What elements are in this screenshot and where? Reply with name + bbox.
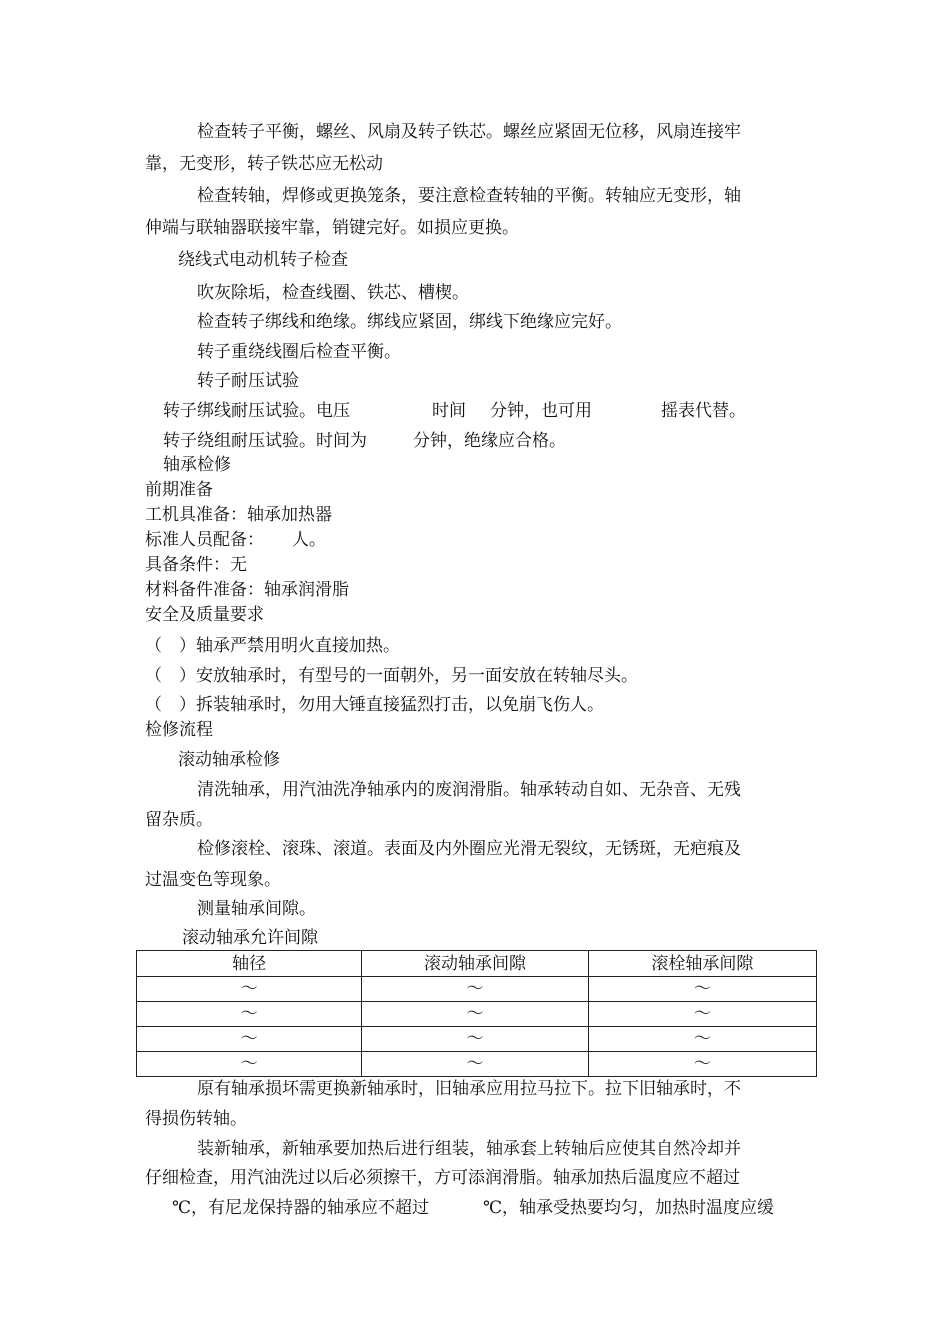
paragraph-line: 靠，无变形，转子铁芯应无松动 — [145, 154, 383, 174]
paragraph-line: 装新轴承，新轴承要加热后进行组装，轴承套上转轴后应使其自然冷却并 — [197, 1139, 741, 1159]
section-heading: 检修流程 — [145, 720, 213, 740]
paragraph-line: 检修滚栓、滚珠、滚道。表面及内外圈应光滑无裂纹，无锈斑，无疤痕及 — [197, 839, 741, 859]
table-header-cell: 滚动轴承间隙 — [362, 951, 588, 977]
paragraph-line: 转子绑线耐压试验。电压 — [163, 401, 350, 421]
paragraph-fragment: 分钟，绝缘应合格。 — [413, 431, 566, 451]
table-header-row — [137, 951, 817, 977]
paragraph-line: 转子绕组耐压试验。时间为 — [163, 431, 367, 451]
paragraph-line: 清洗轴承，用汽油洗净轴承内的废润滑脂。轴承转动自如、无杂音、无残 — [197, 780, 741, 800]
paragraph-line: 材料备件准备：轴承润滑脂 — [145, 580, 349, 600]
paragraph-line: 检查转子绑线和绝缘。绑线应紧固，绑线下绝缘应完好。 — [197, 312, 622, 332]
paragraph-line: 得损伤转轴。 — [145, 1109, 247, 1129]
table-caption: 滚动轴承允许间隙 — [182, 928, 318, 948]
paragraph-line: 测量轴承间隙。 — [197, 899, 316, 919]
table-cell: ～ — [137, 1052, 362, 1077]
table-row — [137, 977, 817, 1002]
paragraph-fragment: 时间 — [432, 401, 466, 421]
paragraph-fragment: ℃，轴承受热要均匀，加热时温度应缓 — [483, 1198, 775, 1218]
section-heading: 前期准备 — [145, 480, 213, 500]
section-heading: 滚动轴承检修 — [178, 750, 280, 770]
list-item: （ ）安放轴承时，有型号的一面朝外，另一面安放在转轴尽头。 — [145, 666, 638, 686]
paragraph-line: 伸端与联轴器联接牢靠，销键完好。如损应更换。 — [145, 218, 519, 238]
table-cell: ～ — [362, 1052, 588, 1077]
paragraph-line: 过温变色等现象。 — [145, 870, 281, 890]
list-item: （ ）拆装轴承时，勿用大锤直接猛烈打击，以免崩飞伤人。 — [145, 695, 604, 715]
section-heading: 安全及质量要求 — [145, 605, 264, 625]
table-header-cell: 轴径 — [137, 951, 362, 977]
table-cell: ～ — [588, 977, 816, 1002]
paragraph-line: 留杂质。 — [145, 810, 213, 830]
bearing-clearance-table — [136, 950, 817, 1077]
table-cell: ～ — [137, 1002, 362, 1027]
paragraph-line: 仔细检查，用汽油洗过以后必须擦干，方可添润滑脂。轴承加热后温度应不超过 — [145, 1168, 740, 1188]
paragraph-line: 转子重绕线圈后检查平衡。 — [197, 342, 401, 362]
table-cell: ～ — [588, 1052, 816, 1077]
table-row — [137, 1027, 817, 1052]
list-item: （ ）轴承严禁用明火直接加热。 — [145, 636, 400, 656]
paragraph-line: 检查转子平衡，螺丝、风扇及转子铁芯。螺丝应紧固无位移，风扇连接牢 — [197, 122, 741, 142]
paragraph-line: 工机具准备：轴承加热器 — [145, 505, 332, 525]
table-cell: ～ — [588, 1002, 816, 1027]
table-row — [137, 1052, 817, 1077]
table-cell: ～ — [137, 977, 362, 1002]
paragraph-line: 转子耐压试验 — [197, 371, 299, 391]
paragraph-line: 具备条件：无 — [145, 555, 247, 575]
section-heading: 轴承检修 — [163, 455, 231, 475]
table-cell: ～ — [137, 1027, 362, 1052]
table-cell: ～ — [588, 1027, 816, 1052]
section-heading: 绕线式电动机转子检查 — [178, 250, 348, 270]
table-cell: ～ — [362, 1002, 588, 1027]
paragraph-line: 标准人员配备： — [145, 530, 264, 550]
paragraph-line: 吹灰除垢，检查线圈、铁芯、槽楔。 — [197, 283, 469, 303]
table-header-cell: 滚栓轴承间隙 — [588, 951, 816, 977]
table-row — [137, 1002, 817, 1027]
paragraph-line: 原有轴承损坏需更换新轴承时，旧轴承应用拉马拉下。拉下旧轴承时，不 — [197, 1079, 741, 1099]
paragraph-line: 检查转轴，焊修或更换笼条，要注意检查转轴的平衡。转轴应无变形，轴 — [197, 186, 741, 206]
paragraph-line: ℃，有尼龙保持器的轴承应不超过 — [172, 1198, 430, 1218]
paragraph-fragment: 分钟，也可用 — [490, 401, 592, 421]
paragraph-fragment: 摇表代替。 — [661, 401, 746, 421]
table-cell: ～ — [362, 977, 588, 1002]
paragraph-fragment: 人。 — [292, 530, 326, 550]
table-cell: ～ — [362, 1027, 588, 1052]
